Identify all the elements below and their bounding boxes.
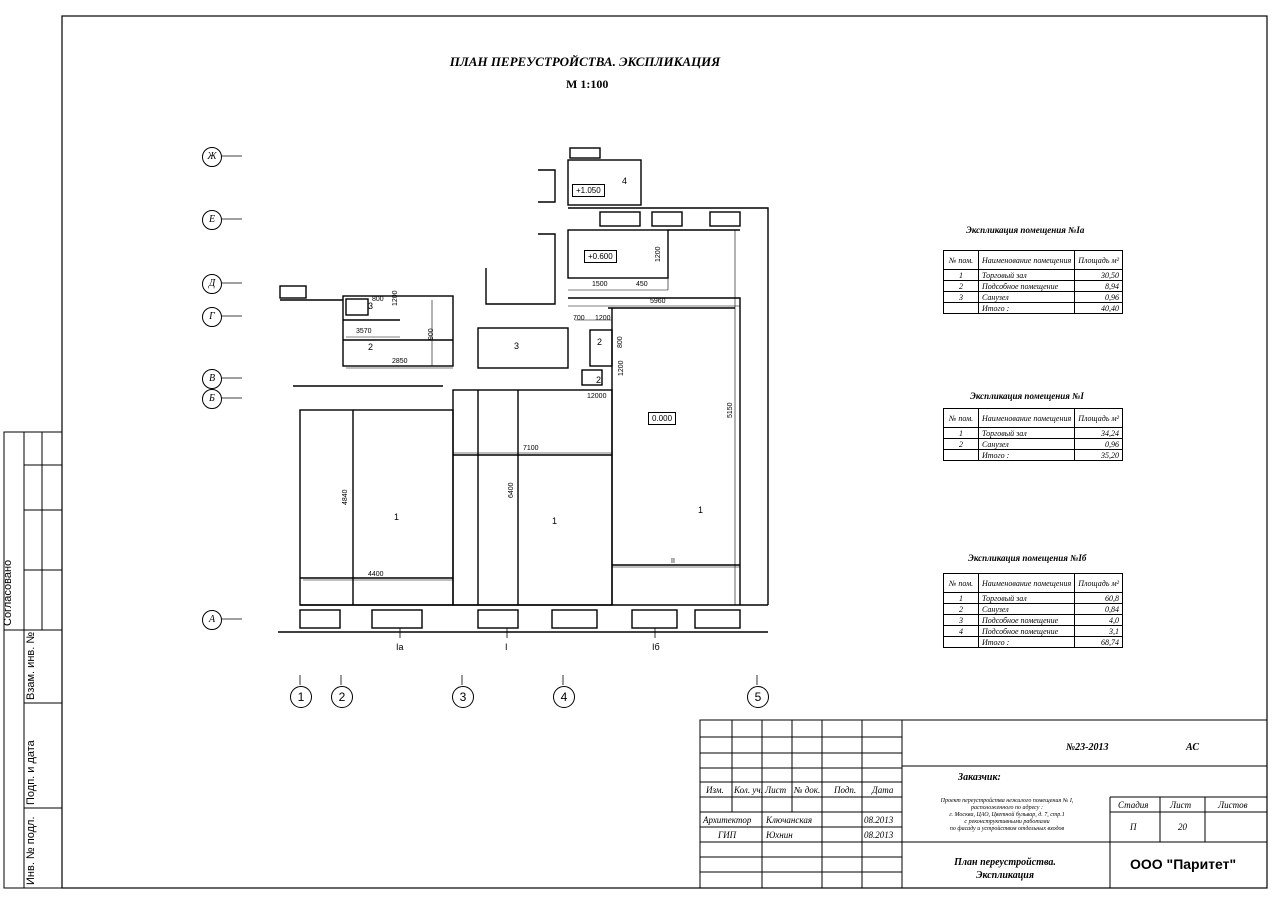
- stamp-col-5: Дата: [872, 785, 894, 795]
- table-cell: 4,0: [1075, 615, 1123, 626]
- replacement-inventory-label: Взам. инв. №: [25, 631, 37, 700]
- table-header-cell: № пом.: [944, 409, 979, 428]
- row-axis-5: Б: [202, 389, 222, 409]
- table-cell: 1: [944, 428, 979, 439]
- table-header-cell: Площадь м²: [1075, 574, 1123, 593]
- table-cell: 35,20: [1075, 450, 1123, 461]
- column-axis-0: 1: [290, 686, 312, 708]
- dimension-12: 1200: [618, 360, 625, 376]
- table-cell: 34,24: [1075, 428, 1123, 439]
- table-row: [944, 428, 1123, 439]
- dimension-4: 1200: [392, 290, 399, 306]
- signature-date-label: Подп. и дата: [25, 740, 37, 805]
- table-cell: Санузел: [979, 292, 1075, 303]
- dimension-7: 2850: [392, 358, 408, 365]
- client-label: Заказчик:: [958, 772, 1001, 783]
- table-header-cell: Площадь м²: [1075, 251, 1123, 270]
- table-header-row: [944, 574, 1123, 593]
- sheet-title-line-1: Экспликация: [976, 870, 1034, 881]
- table-cell: [944, 637, 979, 648]
- explication-title-1: Экспликация помещения №I: [970, 391, 1084, 401]
- stamp-col-1: Кол. уч.: [734, 785, 763, 795]
- room-number-2: 1: [698, 505, 704, 515]
- table-row: [944, 303, 1123, 314]
- dimension-14: 5150: [727, 402, 734, 418]
- dimension-0: 1500: [592, 281, 608, 288]
- row-axis-6: А: [202, 610, 222, 630]
- table-header-cell: № пом.: [944, 574, 979, 593]
- organization-name: ООО "Паритет": [1130, 856, 1237, 872]
- column-axis-1: 2: [331, 686, 353, 708]
- project-mark: АС: [1186, 742, 1200, 753]
- table-cell: 2: [944, 281, 979, 292]
- table-cell: 0,96: [1075, 439, 1123, 450]
- entrance-label-1: I: [505, 642, 508, 652]
- description-line-3: с реконструктивными работами: [964, 819, 1050, 825]
- room-number-6: 2: [597, 337, 603, 347]
- dimension-5: 800: [372, 296, 384, 303]
- column-axis-2: 3: [452, 686, 474, 708]
- explication-table-1a: [943, 250, 1123, 314]
- row-axis-3: Г: [202, 307, 222, 327]
- stamp-col-0: Изм.: [706, 785, 724, 795]
- table-cell: Подсобное помещение: [979, 626, 1075, 637]
- dimension-9: 700: [573, 315, 585, 322]
- table-cell: 0,96: [1075, 292, 1123, 303]
- dimension-3: 5960: [650, 298, 666, 305]
- room-number-3: 2: [368, 342, 374, 352]
- table-cell: 8,94: [1075, 281, 1123, 292]
- explication-table-1: [943, 408, 1123, 461]
- stage-header: Стадия: [1118, 800, 1149, 810]
- table-cell: [944, 303, 979, 314]
- table-header-cell: Наименование помещения: [979, 251, 1075, 270]
- column-axis-3: 4: [553, 686, 575, 708]
- table-header-cell: Наименование помещения: [979, 574, 1075, 593]
- dimension-6: 3570: [356, 328, 372, 335]
- level-mark-1: +0.600: [584, 250, 617, 263]
- table-cell: Санузел: [979, 604, 1075, 615]
- role-gip: ГИП: [718, 830, 737, 840]
- table-cell: Торговый зал: [979, 428, 1075, 439]
- sheet-header: Лист: [1170, 800, 1192, 810]
- table-row: [944, 637, 1123, 648]
- table-cell: Итого :: [979, 637, 1075, 648]
- row-axis-4: В: [202, 369, 222, 389]
- project-code: №23-2013: [1066, 742, 1109, 753]
- table-cell: 40,40: [1075, 303, 1123, 314]
- agreed-label: Согласовано: [2, 559, 14, 626]
- dimension-16: 6400: [508, 482, 515, 498]
- dimension-11: 800: [617, 336, 624, 348]
- table-cell: Санузел: [979, 439, 1075, 450]
- table-cell: 2: [944, 439, 979, 450]
- dimension-19: II: [671, 558, 675, 565]
- table-row: [944, 626, 1123, 637]
- dimension-8: 900: [428, 328, 435, 340]
- table-cell: Подсобное помещение: [979, 615, 1075, 626]
- table-row: [944, 281, 1123, 292]
- table-cell: Торговый зал: [979, 270, 1075, 281]
- table-header-cell: Площадь м²: [1075, 409, 1123, 428]
- table-header-cell: № пом.: [944, 251, 979, 270]
- dimension-18: 4400: [368, 571, 384, 578]
- table-cell: Подсобное помещение: [979, 281, 1075, 292]
- room-number-5: 4: [622, 176, 628, 186]
- room-number-4: 3: [514, 341, 520, 351]
- table-cell: Итого :: [979, 303, 1075, 314]
- dimension-15: 7100: [523, 445, 539, 452]
- room-number-8: 3: [368, 301, 374, 311]
- room-number-1: 1: [552, 516, 558, 526]
- table-cell: 1: [944, 593, 979, 604]
- table-cell: Итого :: [979, 450, 1075, 461]
- name-architect: Ключанская: [766, 815, 813, 825]
- table-header-row: [944, 409, 1123, 428]
- table-row: [944, 292, 1123, 303]
- description-line-4: по фасаду и устройством отдельных входов: [949, 826, 1065, 832]
- drawing-scale: М 1:100: [566, 77, 609, 91]
- table-row: [944, 615, 1123, 626]
- dimension-13: 12000: [587, 393, 607, 400]
- room-number-0: 1: [394, 512, 400, 522]
- table-cell: 30,50: [1075, 270, 1123, 281]
- project-description: [905, 798, 1109, 833]
- sheet-title: [920, 856, 1090, 882]
- date-gip: 08.2013: [864, 830, 894, 840]
- description-line-1: расположенного по адресу :: [971, 805, 1043, 811]
- dimension-10: 1200: [595, 315, 611, 322]
- table-cell: 1: [944, 270, 979, 281]
- sheets-header: Листов: [1218, 800, 1248, 810]
- row-axis-2: Д: [202, 274, 222, 294]
- level-mark-0: +1.050: [572, 184, 605, 197]
- entrance-label-2: Iб: [652, 642, 660, 652]
- stamp-col-3: № док.: [794, 785, 821, 795]
- sheet-value: 20: [1178, 822, 1187, 832]
- explication-title-1a: Экспликация помещения №Iа: [966, 225, 1085, 235]
- table-cell: Торговый зал: [979, 593, 1075, 604]
- dimension-17: 4840: [342, 489, 349, 505]
- row-axis-1: Е: [202, 210, 222, 230]
- table-cell: [944, 450, 979, 461]
- drawing-title: ПЛАН ПЕРЕУСТРОЙСТВА. ЭКСПЛИКАЦИЯ: [449, 54, 721, 69]
- level-mark-2: 0.000: [648, 412, 676, 425]
- date-architect: 08.2013: [864, 815, 894, 825]
- stamp-col-2: Лист: [765, 785, 787, 795]
- description-line-0: Проект переустройства нежилого помещения № I,: [940, 798, 1074, 804]
- table-row: [944, 450, 1123, 461]
- dimension-2: 1200: [655, 246, 662, 262]
- role-architect: Архитектор: [703, 815, 752, 825]
- table-cell: 0,84: [1075, 604, 1123, 615]
- table-cell: 3,1: [1075, 626, 1123, 637]
- sheet-title-line-0: План переустройства.: [954, 857, 1056, 868]
- table-header-cell: Наименование помещения: [979, 409, 1075, 428]
- table-row: [944, 593, 1123, 604]
- dimension-1: 450: [636, 281, 648, 288]
- table-row: [944, 270, 1123, 281]
- table-cell: 3: [944, 615, 979, 626]
- column-axis-4: 5: [747, 686, 769, 708]
- row-axis-0: Ж: [202, 147, 222, 167]
- stamp-col-4: Подп.: [834, 785, 857, 795]
- entrance-label-0: Iа: [396, 642, 404, 652]
- table-cell: 68,74: [1075, 637, 1123, 648]
- table-header-row: [944, 251, 1123, 270]
- name-gip: Юхнин: [766, 830, 793, 840]
- table-cell: 4: [944, 626, 979, 637]
- original-inventory-label: Инв. № подл.: [25, 816, 37, 885]
- table-cell: 2: [944, 604, 979, 615]
- table-row: [944, 604, 1123, 615]
- room-number-7: 2: [596, 375, 602, 385]
- stage-value: П: [1130, 822, 1137, 832]
- table-cell: 60,8: [1075, 593, 1123, 604]
- explication-table-1b: [943, 573, 1123, 648]
- description-line-2: г. Москва, ЦАО, Цветной бульвар, д. 7, стр.1: [949, 812, 1065, 818]
- explication-title-1b: Экспликация помещения №Iб: [968, 553, 1087, 563]
- table-cell: 3: [944, 292, 979, 303]
- table-row: [944, 439, 1123, 450]
